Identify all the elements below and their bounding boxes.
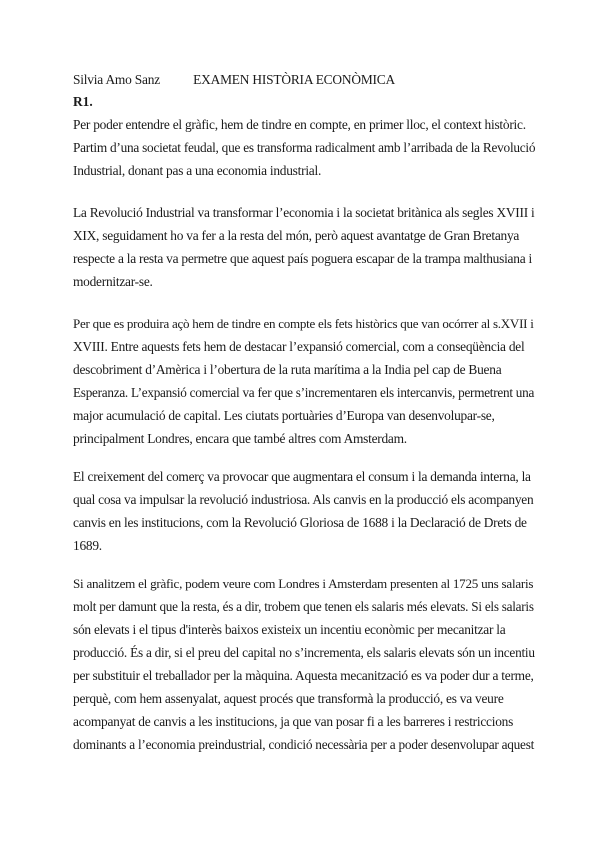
- paragraph-2: [73, 201, 533, 293]
- author-name: Silvia Amo Sanz: [73, 72, 161, 87]
- text-line: molt per damunt que la resta, és a dir, trobem que tenen els salaris més elevats. Si els salaris: [73, 599, 534, 614]
- text-line: Industrial, donant pas a una economia industrial.: [73, 163, 322, 178]
- text-line: qual cosa va impulsar la revolució industriosa. Als canvis en la producció els acompanyen: [73, 492, 534, 507]
- text-line: major acumulació de capital. Les ciutats portuàries d’Europa van desenvolupar-se,: [73, 408, 495, 423]
- text-line: producció. És a dir, si el preu del capital no s’incrementa, els salaris elevats són un incentiu: [73, 645, 535, 660]
- text-line: acompanyat de canvis a les institucions, ja que van posar fi a les barreres i restriccions: [73, 714, 514, 729]
- text-line: Si analitzem el gràfic, podem veure com Londres i Amsterdam presenten al 1725 uns salaris: [73, 576, 534, 591]
- text-line: La Revolució Industrial va transformar l’economia i la societat britànica als segles XVIII i: [73, 205, 535, 220]
- text-line: dominants a l’economia preindustrial, condició necessària per a poder desenvolupar aquest: [73, 737, 535, 752]
- text-line: són elevats i el tipus d'interès baixos existeix un incentiu econòmic per mecanitzar la: [73, 622, 506, 637]
- section-label: R1.: [73, 94, 93, 109]
- text-line: perquè, com hem assenyalat, aquest procés que transformà la producció, es va veure: [73, 691, 504, 706]
- text-line: Partim d’una societat feudal, que es transforma radicalment amb l’arribada de la Revolució: [73, 140, 536, 155]
- document-header: [73, 72, 395, 88]
- text-line: Per poder entendre el gràfic, hem de tindre en compte, en primer lloc, el context històric.: [73, 117, 526, 132]
- text-line: modernitzar-se.: [73, 274, 153, 289]
- text-line: XVIII. Entre aquests fets hem de destacar l’expansió comercial, com a conseqüència del: [73, 339, 525, 354]
- text-line: XIX, seguidament ho va fer a la resta del món, però aquest avantatge de Gran Bretanya: [73, 228, 520, 243]
- exam-title: EXAMEN HISTÒRIA ECONÒMICA: [193, 72, 395, 87]
- paragraph-3: [73, 312, 533, 450]
- text-line: descobriment d’Amèrica i l’obertura de la ruta marítima a la India pel cap de Buena: [73, 362, 502, 377]
- text-line: Esperanza. L’expansió comercial va fer que s’incrementaren els intercanvis, permetrent una: [73, 385, 535, 400]
- text-line: 1689.: [73, 538, 102, 553]
- text-line: El creixement del comerç va provocar que augmentara el consum i la demanda interna, la: [73, 469, 531, 484]
- paragraph-1: [73, 113, 536, 182]
- text-line: respecte a la resta va permetre que aquest país poguera escapar de la trampa malthusiana i: [73, 251, 532, 266]
- text-line: canvis en les institucions, com la Revolució Gloriosa de 1688 i la Declaració de Drets de: [73, 515, 527, 530]
- paragraph-5: [73, 572, 533, 756]
- text-line: principalment Londres, encara que també altres com Amsterdam.: [73, 431, 407, 446]
- text-line: per substituir el treballador per la màquina. Aquesta mecanització es va poder dur a terme,: [73, 668, 534, 683]
- paragraph-4: [73, 465, 533, 557]
- text-line: Per que es produira açò hem de tindre en compte els fets històrics que van ocórrer al s.XVII i: [73, 316, 534, 331]
